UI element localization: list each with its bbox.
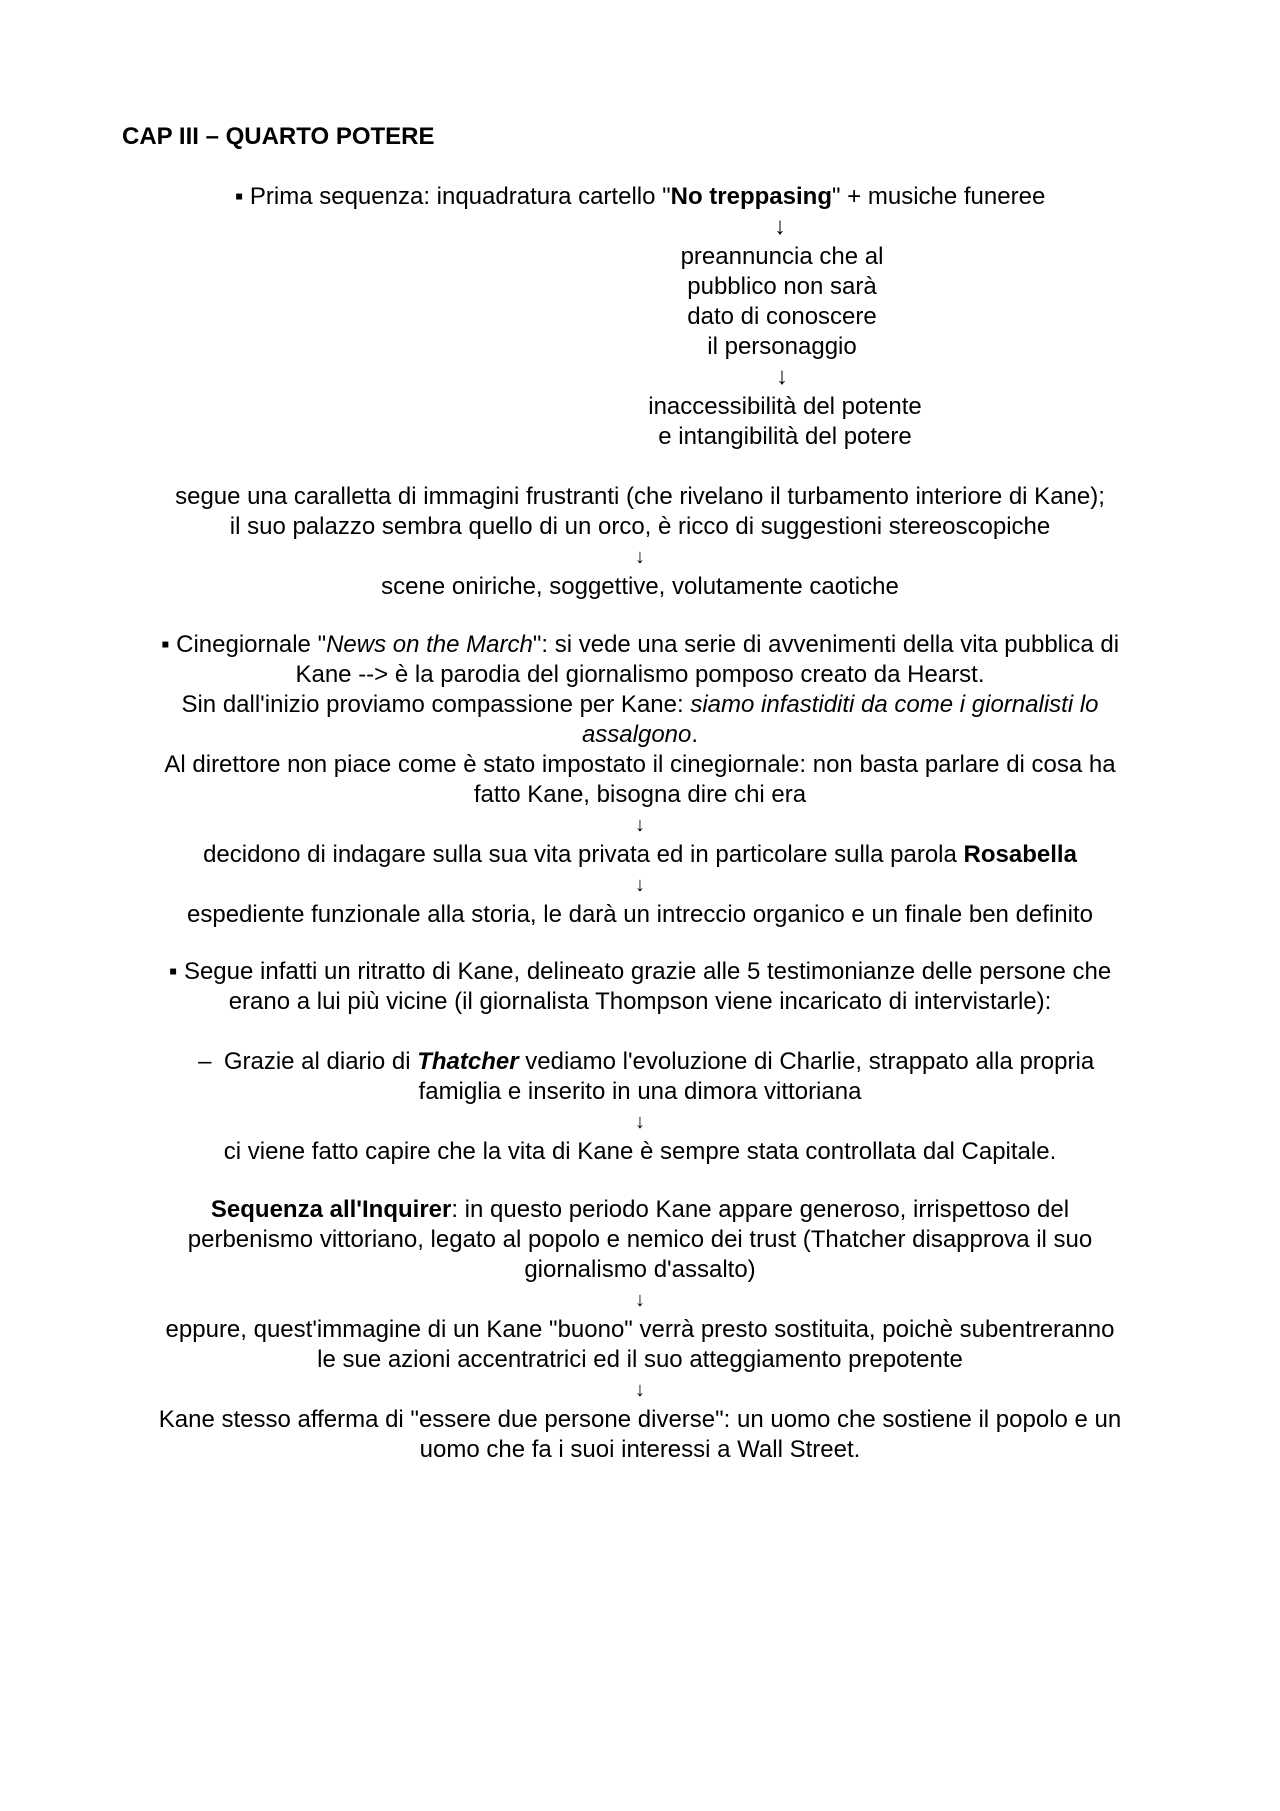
chapter-title: CAP III – QUARTO POTERE: [122, 123, 435, 150]
dash-icon: –: [198, 1048, 212, 1075]
down-arrow-icon: ↓: [774, 213, 786, 240]
inquirer-paragraph: Sequenza all'Inquirer: in questo periodo Kane appare generoso, irrispettoso del perbenismo vittoriano, legato al popolo e nemico dei trust (Thatcher disapprova il suo giornalismo d'assalto) ↓ eppure, quest'immagine di un Kane "buono" verrà presto sostituita, poichè subentreranno le sue azioni accentratrici ed il suo atteggiamento prepotente ↓ Kane stesso afferma di "essere due persone diverse": un uomo che sostiene il popolo e un uomo che fa i suoi interessi a Wall Street.: [120, 1195, 1160, 1465]
down-arrow-icon: ↓: [635, 1289, 645, 1311]
portrait-paragraph: ▪ Segue infatti un ritratto di Kane, delineato grazie alle 5 testimonianze delle persone che erano a lui più vicine (il giornalista Thompson viene incaricato di intervistarle):: [168, 958, 1112, 1015]
foreshadow-text: preannuncia che al pubblico non sarà dato di conoscere il personaggio: [680, 243, 884, 360]
inaccessibility-text: inaccessibilità del potente e intangibilità del potere: [648, 393, 922, 450]
down-arrow-icon: ↓: [776, 363, 788, 390]
bullet-icon: ▪: [168, 958, 178, 985]
down-arrow-icon: ↓: [635, 874, 645, 896]
image-sequence-paragraph: segue una caralletta di immagini frustranti (che rivelano il turbamento interiore di Kane); il suo palazzo sembra quello di un orco, è ricco di suggestioni stereoscopiche ↓ scene oniriche, soggettive, volutamente caotiche: [120, 482, 1160, 602]
down-arrow-icon: ↓: [635, 546, 645, 568]
newsreel-paragraph: ▪ Cinegiornale "News on the March": si vede una serie di avvenimenti della vita pubblica di Kane --> è la parodia del giornalismo pomposo creato da Hearst. Sin dall'inizio proviamo compassione per Kane: siamo infastiditi da come i giornalisti lo assalgono. Al direttore non piace come è stato impostato il cinegiornale: non basta parlare di cosa ha fatto Kane, bisogna dire chi era ↓ decidono di indagare sulla sua vita privata ed in particolare sulla parola Rosabella ↓ espediente funzionale alla storia, le darà un intreccio organico e un finale ben definito: [120, 630, 1160, 930]
down-arrow-icon: ↓: [635, 1379, 645, 1401]
bullet-icon: ▪: [234, 183, 244, 210]
down-arrow-icon: ↓: [635, 814, 645, 836]
down-arrow-icon: ↓: [635, 1111, 645, 1133]
thatcher-item: – Grazie al diario di Thatcher vediamo l'evoluzione di Charlie, strappato alla propria famiglia e inserito in una dimora vittoriana ↓ ci viene fatto capire che la vita di Kane è sempre stata controllata dal Capitale.: [120, 1047, 1160, 1167]
bullet-icon: ▪: [160, 631, 170, 658]
first-sequence-line: ▪ Prima sequenza: inquadratura cartello "No treppasing" + musiche funeree: [234, 183, 1046, 210]
